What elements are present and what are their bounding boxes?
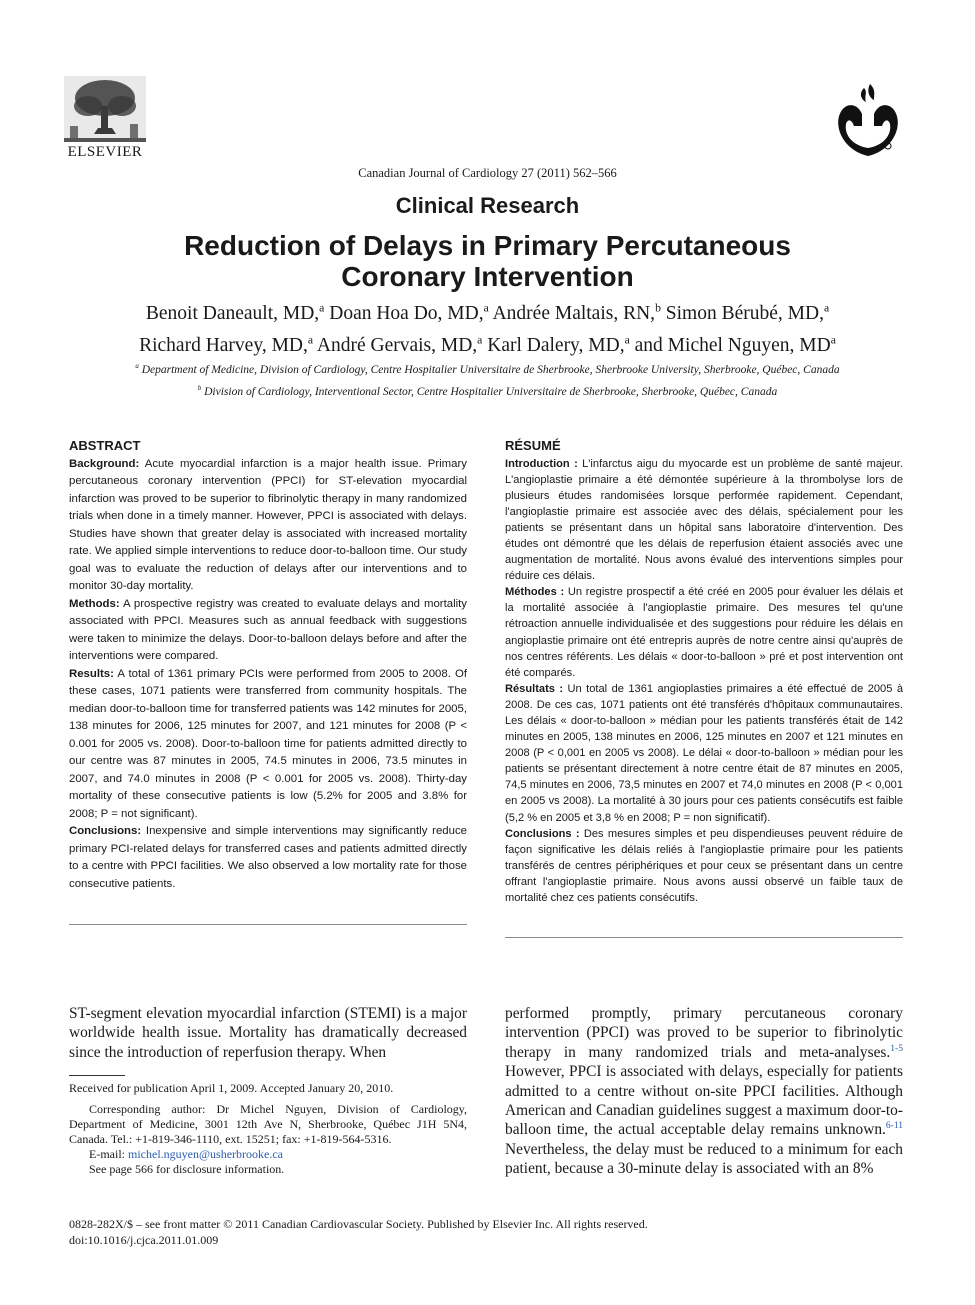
citation-link[interactable]: 6-11	[885, 1120, 903, 1132]
received-note: Received for publication April 1, 2009. Accepted January 20, 2010.	[69, 1081, 394, 1095]
article-title: Reduction of Delays in Primary Percutaneous Coronary Intervention	[184, 230, 791, 292]
resume-heading: RÉSUMÉ	[505, 438, 561, 453]
author-name: Richard Harvey, MD,	[139, 335, 308, 356]
paragraph-label: Methods:	[69, 597, 120, 610]
paragraph-label: Conclusions :	[505, 827, 580, 840]
section-divider	[69, 924, 467, 925]
affiliation-a	[90, 364, 885, 376]
affiliation-b	[90, 386, 885, 398]
doi-line[interactable]: doi:10.1016/j.cjca.2011.01.009	[69, 1233, 219, 1247]
affiliation-marker: a	[830, 333, 836, 347]
paragraph-text: Inexpensive and simple interventions may significantly reduce primary PCI-related delays for transferred cases and patients admitted directly to a centre with PPCI facilities. We also observed a low mortality rate for those consecutive patients.	[69, 825, 467, 890]
section-divider	[505, 937, 903, 938]
paragraph-label: Results:	[69, 667, 114, 680]
body-text-right	[505, 1004, 903, 1179]
abstract-conclusions	[69, 823, 467, 893]
author-name: Karl Dalery, MD,	[487, 335, 625, 356]
body-text-left: ST-segment elevation myocardial infarction (STEMI) is a major worldwide health issue. Mortality has dramatically decreased since the introduction of reperfusion therapy. When	[69, 1005, 467, 1061]
email-link[interactable]: michel.nguyen@usherbrooke.ca	[128, 1147, 283, 1161]
paragraph-text: A total of 1361 primary PCIs were performed from 2005 to 2008. Of these cases, 1071 patients were transferred from community hospitals. The median door-to-balloon time for transferred patients was 142 minutes for 2005, 138 minutes for 2006, 125 minutes for 2007, and 121 minutes for 2008 (P < 0.001 for 2005 vs. 2008). Door-to-balloon time for patients admitted directly to our centre was 87 minutes in 2005, 74.5 minutes in 2006, 73.5 minutes in 2007, and 74.0 minutes in 2008 (P < 0.001 for 2005 vs. 2008). Thirty-day mortality of these consecutive patients is low (5.2% for 2005 and 3.8% for 2008; P = not significant).	[69, 667, 467, 820]
email-label: E-mail:	[89, 1147, 125, 1161]
affiliation-marker: b	[197, 385, 202, 393]
ccs-heart-logo-icon	[828, 80, 908, 160]
paragraph-text: However, PPCI is associated with delays, especially for patients admitted to a centre without on-site PPCI facilities. Although American and Canadian guidelines suggest a maximum door-to-balloon time, the actual acceptable delay remains unknown.	[505, 1063, 903, 1139]
resume-conclusions	[505, 826, 903, 906]
paragraph-text: performed promptly, primary percutaneous coronary intervention (PPCI) was proved to be superior to fibrinolytic therapy in many randomized trials and meta-analyses.	[505, 1005, 903, 1061]
paragraph-text: Un registre prospectif a été créé en 2005 pour évaluer les délais et la mortalité associée à l'angioplastie primaire. Des mesures tel qu'une rétroaction annuelle individualisée et des suggestions pour réduire les délais en angioplastie primaire ont été entrepris auprès de notre centre ainsi qu'auprès de nos centres référents. Les délais « door-to-balloon » pré et post intervention ont été comparés.	[505, 586, 903, 679]
affiliation-text: Division of Cardiology, Interventional Sector, Centre Hospitalier Universitaire de Sherbrooke, Sherbrooke, Québec, Canada	[204, 386, 778, 398]
corresponding-author-note: Corresponding author: Dr Michel Nguyen, Division of Cardiology, Department of Medicine, 3001 12th Ave N, Sherbrooke, Québec J1H 5N4, Canada. Tel.: +1-819-346-1110, ext. 15251; fax: +1-819-564-5316.	[69, 1102, 467, 1146]
journal-reference: Canadian Journal of Cardiology 27 (2011) 562–566	[358, 166, 617, 180]
affiliation-marker: b	[655, 301, 661, 315]
author-name: Doan Hoa Do, MD,	[329, 303, 484, 324]
affiliation-marker: a	[307, 333, 314, 347]
disclosure-note: See page 566 for disclosure information.	[89, 1162, 285, 1176]
paragraph-label: Méthodes :	[505, 586, 565, 599]
paragraph-label: Résultats :	[505, 682, 564, 695]
citation-link[interactable]: 1-5	[890, 1042, 903, 1054]
affiliation-marker: a	[477, 333, 483, 347]
copyright-line: 0828-282X/$ – see front matter © 2011 Canadian Cardiovascular Society. Published by Elsevier Inc. All rights reserved.	[69, 1217, 648, 1231]
paragraph-text: Un total de 1361 angioplasties primaires a été effectué de 2005 à 2008. De ces cas, 1071 patients ont été transférés d'hôpitaux communautaires. Les délais « door-to-balloon » médian pour les patients transférés était de 142 minutes en 2005, 138 minutes en 2006, 125 minutes en 2007 et 121 minutes en 2008 (P < 0,001 en 2005 vs 2008). Le délai « door-to-balloon » médian pour les patients se présentant directement à notre centre était de 87 minutes en 2005, 74,5 minutes en 2006, 73,5 minutes en 2007 et 74,0 minutes en 2008 (P < 0,001 en 2005 vs 2008). La mortalité à 30 jours pour ces patients consécutifs est faible (5,2 % en 2005 et 3,8 % en 2008; P = non significatif).	[505, 682, 903, 824]
affiliation-marker: a	[624, 333, 630, 347]
paragraph-text: A prospective registry was created to evaluate delays and mortality associated with PPCI. Measures such as annual feedback with suggestions were taken to minimize the delays. Door-to-balloon delays before and after the interventions were compared.	[69, 597, 467, 662]
paragraph-text: L'infarctus aigu du myocarde est un problème de santé majeur. L'angioplastie primaire a été démontée supérieure à la thrombolyse lors de plusieurs études randomisées lorsque performée rapidement. Cependant, l'angioplastie primaire est associée avec des délais, spécialement pour les patients se présentant dans un hôpital sans laboratoire d'intervention. Des études ont démontré que les délais de reperfusion étaient associés avec une augmentation de mortalité. Nous avons évalué des interventions simples pour réduire ces délais.	[505, 457, 903, 583]
footnote-divider	[69, 1075, 125, 1076]
affiliation-text: Department of Medicine, Division of Cardiology, Centre Hospitalier Universitaire de Sherbrooke, Sherbrooke University, Sherbrooke, Québec, Canada	[141, 364, 840, 376]
author-name: Benoit Daneault, MD,	[145, 303, 320, 324]
paragraph-text: Nevertheless, the delay must be reduced to a minimum for each patient, because a 30-minute delay is associated with an 8%	[505, 1140, 903, 1178]
affiliation-marker: a	[823, 301, 830, 315]
affiliation-marker: a	[319, 301, 325, 315]
author-name: and Michel Nguyen, MD	[634, 335, 831, 356]
email-note	[89, 1147, 467, 1162]
abstract-section	[69, 437, 467, 893]
abstract-heading: ABSTRACT	[69, 438, 141, 453]
paragraph-label: Introduction :	[505, 457, 578, 470]
resume-introduction	[505, 456, 903, 585]
author-name: Andrée Maltais, RN,	[492, 303, 656, 324]
paragraph-label: Conclusions:	[69, 825, 142, 837]
section-label: Clinical Research	[395, 193, 580, 218]
affiliation-marker: a	[483, 301, 489, 315]
author-name: Simon Bérubé, MD,	[665, 303, 824, 324]
abstract-background	[69, 456, 467, 596]
affiliation-marker: a	[135, 363, 139, 371]
resume-section	[505, 437, 903, 906]
paragraph-text: Des mesures simples et peu dispendieuses peuvent réduire de façon significative les délais reliés à l'angioplastie primaire pour les patients transférés de centres périphériques et pour ceux se présentant dans un centre offrant l'angioplastie primaire. Nous avons aussi observé un faible taux de mortalité chez ces patients consécutifs.	[505, 827, 903, 905]
abstract-results	[69, 666, 467, 824]
paragraph-text: Acute myocardial infarction is a major health issue. Primary percutaneous coronary intervention (PPCI) for ST-elevation myocardial infarction was proved to be superior to fibrinolytic therapy in many randomized trials when done in a timely manner. However, PPCI is associated with delays. Studies have shown that greater delay is associated with increased mortality rate. We applied simple interventions to reduce door-to-balloon time. Our study goal was to evaluate the reduction of delays after our interventions and to monitor 30-day mortality.	[69, 457, 467, 592]
abstract-methods	[69, 596, 467, 666]
author-list	[90, 298, 885, 362]
paragraph-label: Background:	[69, 457, 140, 470]
publisher-name: ELSEVIER	[67, 144, 143, 160]
resume-methodes	[505, 584, 903, 681]
author-name: André Gervais, MD,	[316, 335, 478, 356]
resume-resultats	[505, 681, 903, 826]
